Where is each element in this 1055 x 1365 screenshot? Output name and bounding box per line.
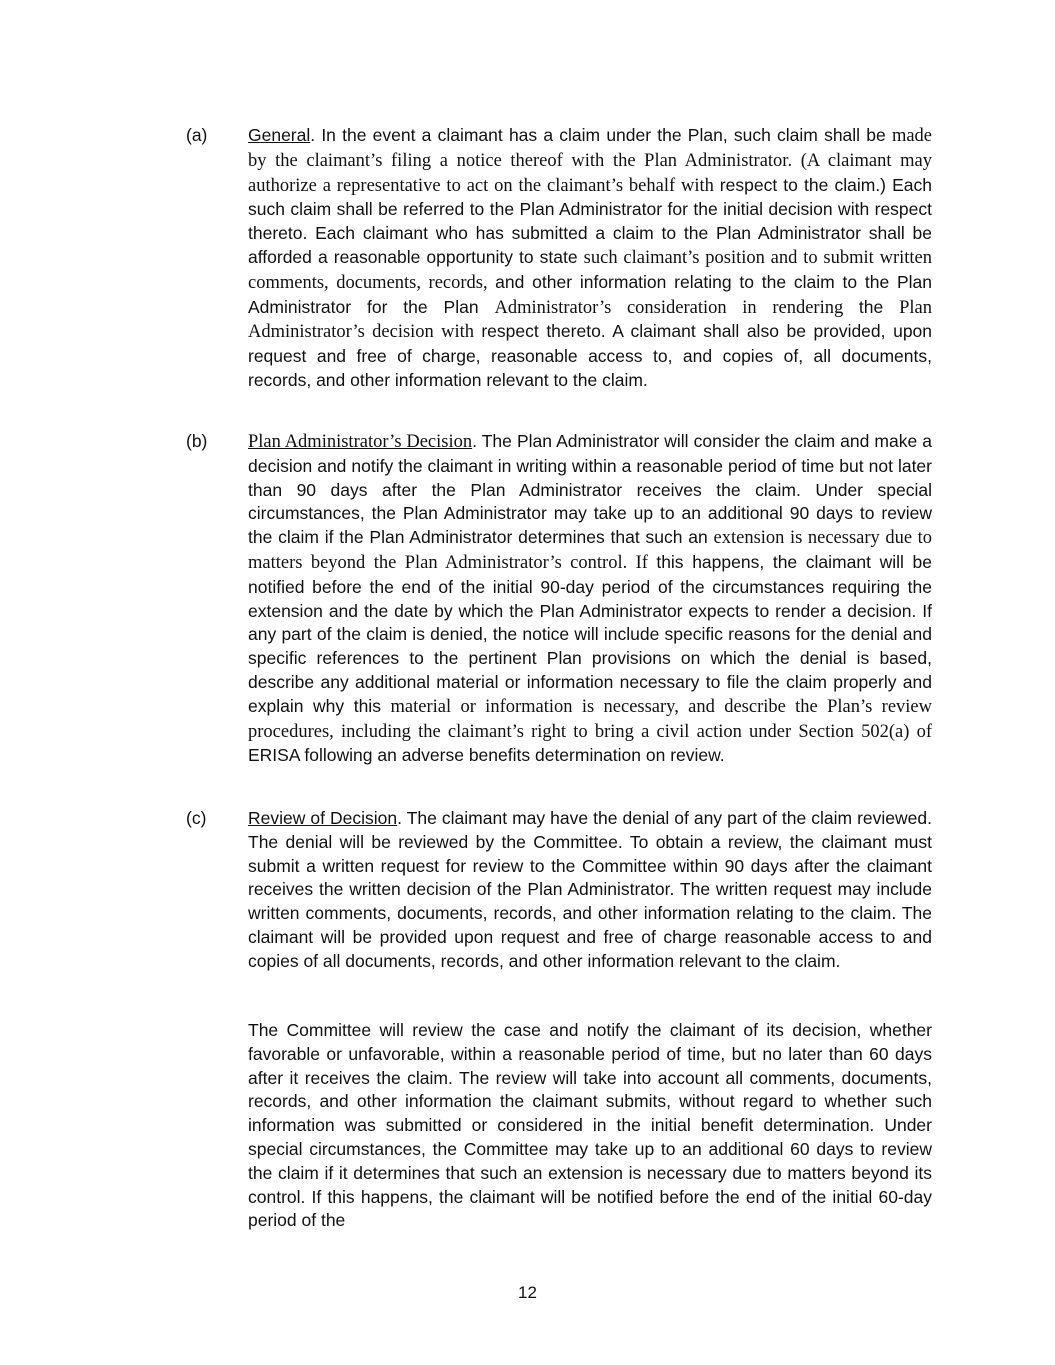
text-run: . The claimant may have the denial of any part of the claim reviewed. The denial will be reviewed by the Committee. To obtain a review, the claimant must submit a written request for review to the Committee within 90 days after the claimant receives the written decision of the Plan Administrator. The written request may include written comments, documents, records, and other information relating to the claim. The claimant will be provided upon request and free of charge reasonable access to and copies of all documents, records, and other information relevant to the claim. — [248, 808, 932, 971]
text-run: ERISA following an adverse benefits determination on review. — [248, 745, 725, 766]
section-marker: (b) — [186, 431, 208, 451]
text-run: respect to the claim.) Each such claim shall be referred to the Plan Administrator for the initial decision with respect thereto. Each claimant who has submitted a claim to the Plan Administrator shall be afforded a reasonable opportunity to state — [248, 174, 932, 267]
section-body — [248, 124, 932, 393]
text-run: the — [858, 296, 900, 317]
text-run: Administrator’s consideration in rendering — [494, 297, 859, 318]
text-run: material or information is necessary, and describe the Plan’s review procedures, including the claimant’s right to bring a civil action under Section 502(a) of — [248, 696, 932, 742]
text-run: this happens, the claimant will be notified before the end of the initial 90-day period of the circumstances requiring the extension and the date by which the Plan Administrator expects to render a decision. If any part of the claim is denied, the notice will include specific reasons for the denial and specific references to the pertinent Plan provisions on which the denial is based, describe any additional material or information necessary to file the claim properly and explain why this — [248, 551, 932, 716]
text-run: Plan Administrator’s decision with — [248, 297, 932, 343]
page-number: 12 — [518, 1283, 537, 1302]
section-heading: Plan Administrator’s Decision — [248, 432, 473, 452]
section-c-paragraph-2: The Committee will review the case and notify the claimant of its decision, whether favorable or unfavorable, within a reasonable period of time, but no later than 60 days after it receives the claim. The review will take into account all comments, documents, records, and other information the claimant submits, without regard to whether such information was submitted or considered in the initial benefit determination. Under special circumstances, the Committee may take up to an additional 60 days to review the claim if it determines that such an extension is necessary due to matters beyond its control. If this happens, the claimant will be notified before the end of the initial 60-day period of the — [248, 1020, 932, 1231]
section-heading: Review of Decision — [248, 808, 398, 828]
text-run: made by the claimant’s filing a notice thereof with the Plan Administrator. (A claimant may authorize a representative to act on the claimant’s behalf with — [248, 126, 932, 196]
section-marker: (a) — [186, 125, 208, 145]
section-body — [248, 430, 932, 768]
section-body — [248, 807, 932, 974]
text-run: such claimant’s position and to submit written comments, documents, records, — [248, 247, 932, 293]
text-run: . The Plan Administrator will consider the claim and make a decision and notify the claimant in writing within a reasonable period of time but not later than 90 days after the Plan Administrator receives the claim. Under special circumstances, the Plan Administrator may take up to an additional 90 days to review the claim if the Plan Administrator determines that such an — [248, 431, 932, 548]
text-run: respect thereto. A claimant shall also be provided, upon request and free of charge, reasonable access to, and copies of, all documents, records, and other information relevant to the claim. — [248, 321, 933, 390]
section-marker: (c) — [186, 808, 207, 828]
section-heading: General — [248, 125, 311, 145]
text-run: and other information relating to the claim to the Plan Administrator for the Plan — [248, 271, 933, 317]
text-run: extension is necessary due to matters beyond the Plan Administrator’s control. If — [248, 528, 932, 573]
text-run: . In the event a claimant has a claim under the Plan, such claim shall be — [310, 125, 892, 145]
